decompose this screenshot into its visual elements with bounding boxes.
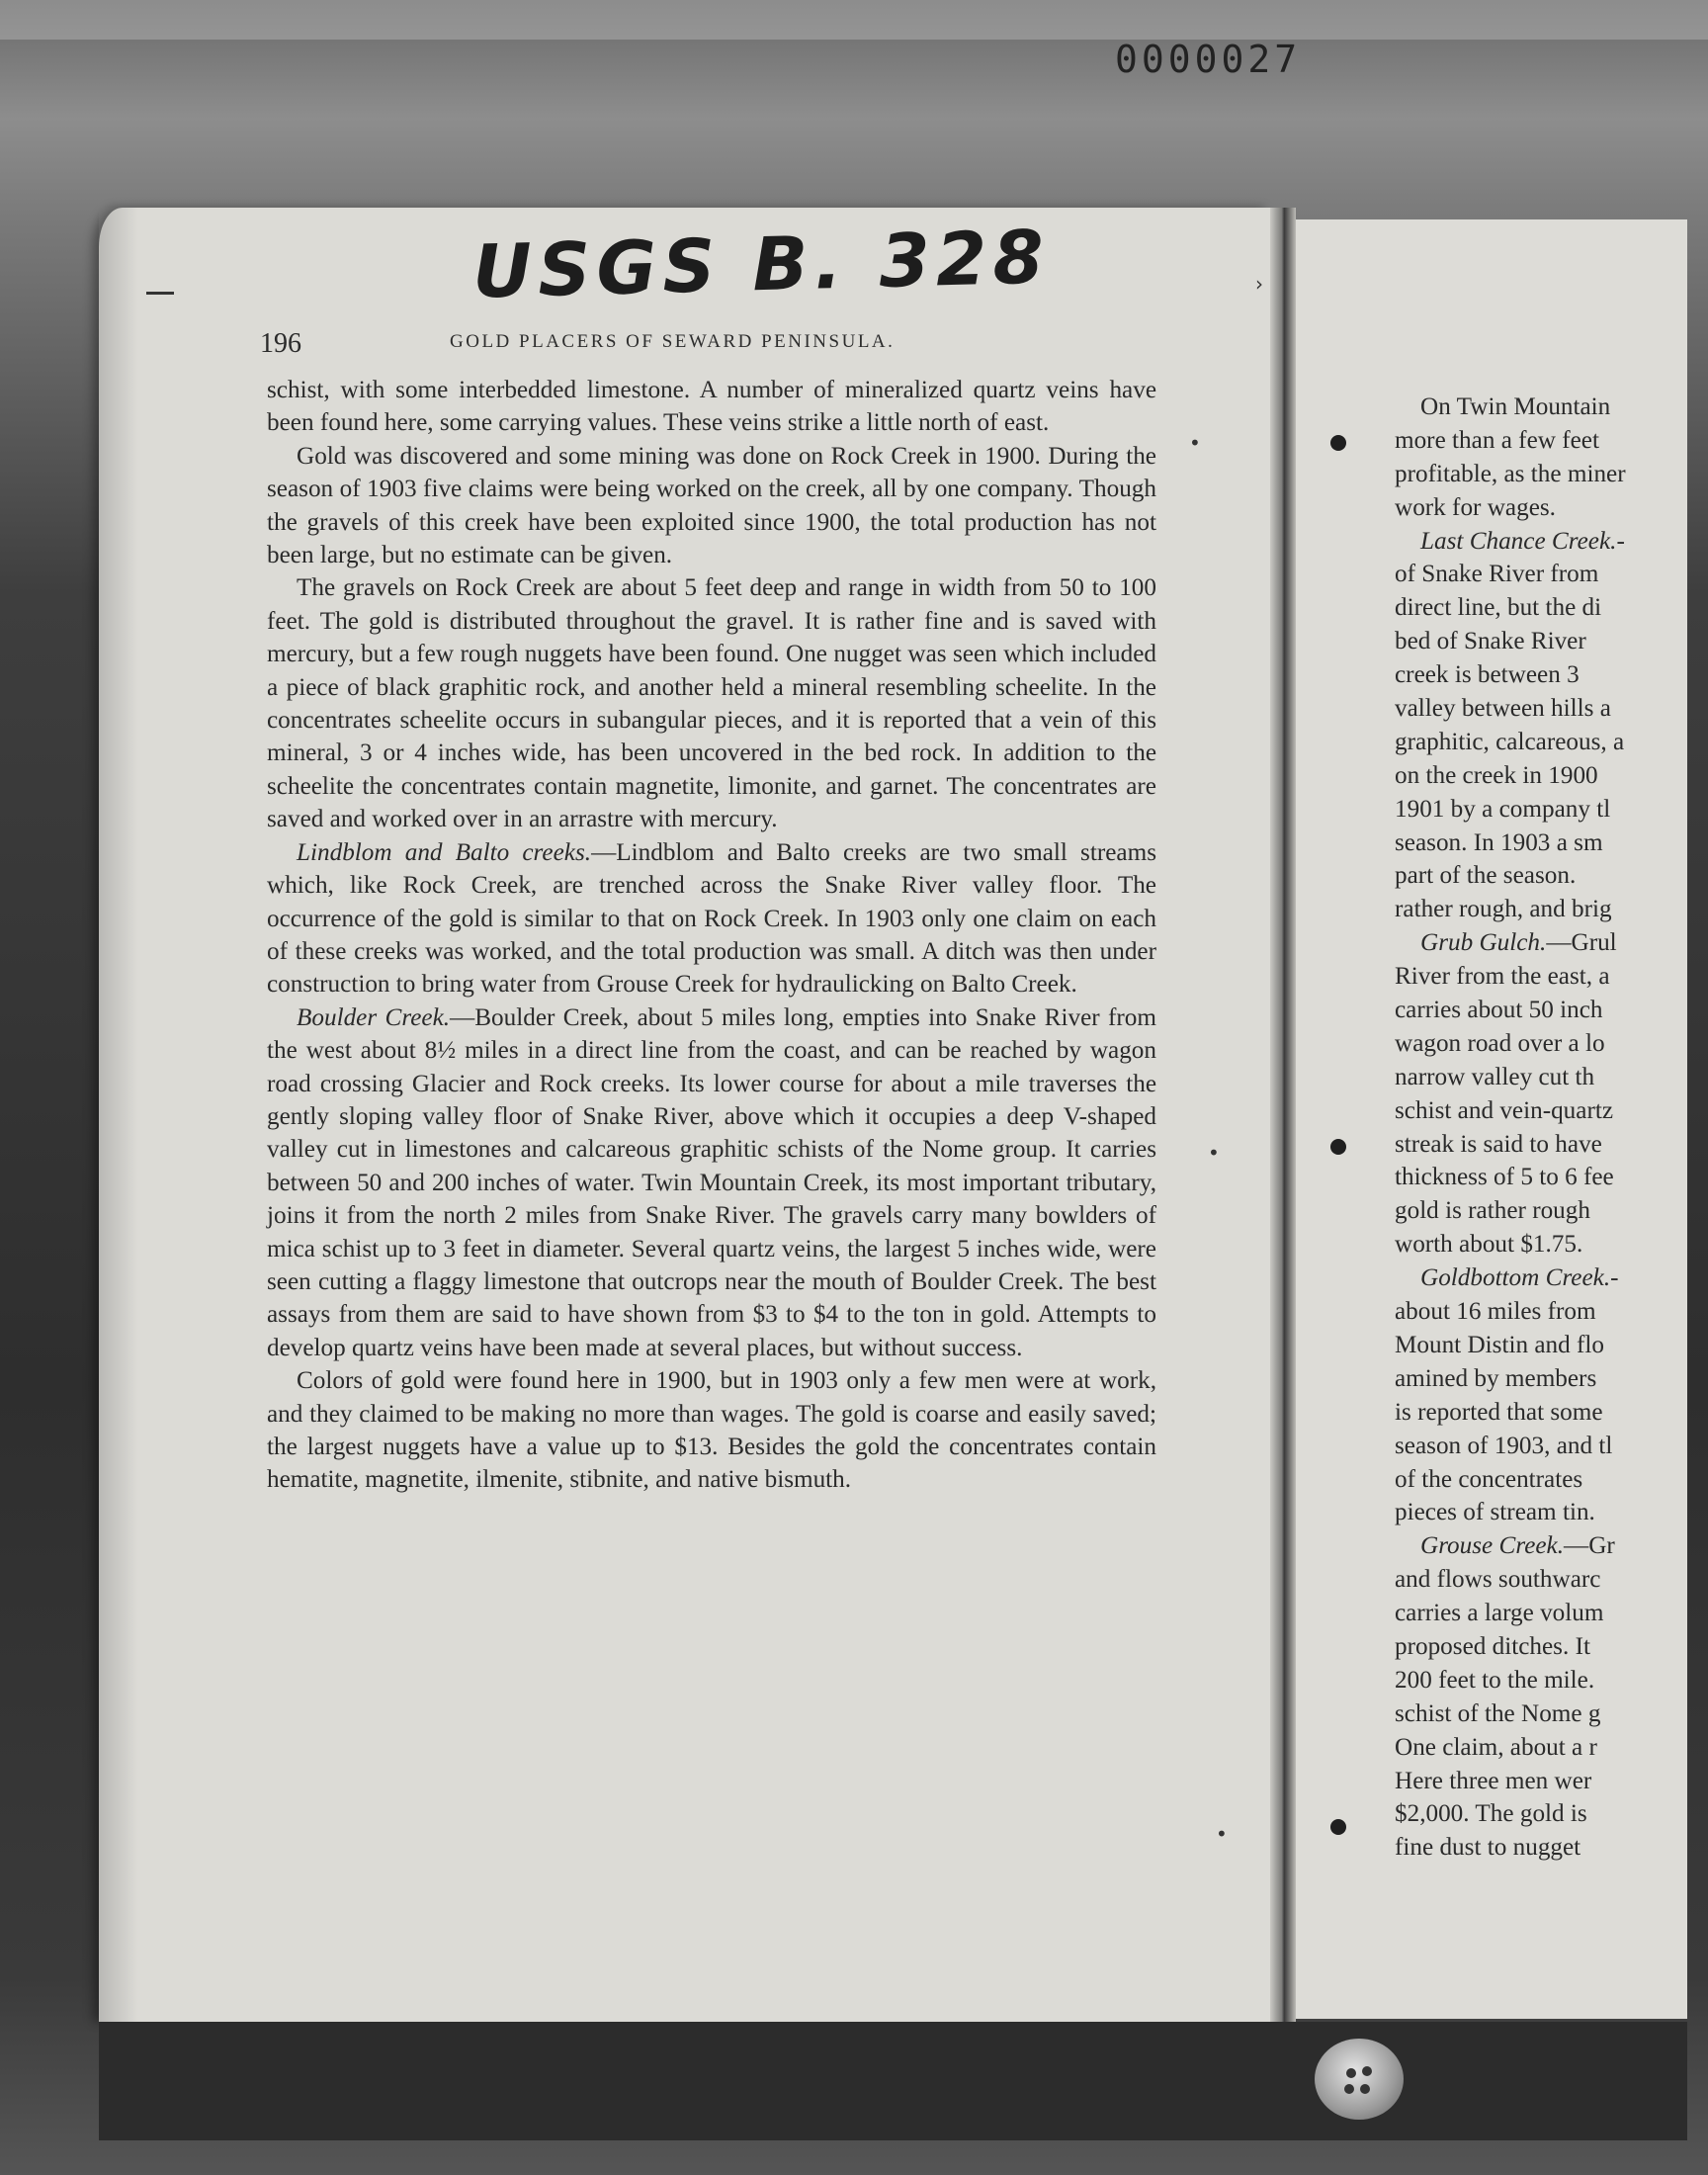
- book-gutter: [1270, 208, 1296, 2022]
- section-heading: Grouse Creek.: [1420, 1532, 1565, 1560]
- right-page-line: [1395, 1831, 1691, 1865]
- punch-hole-mark: [1330, 435, 1346, 451]
- right-page-line: [1395, 1496, 1691, 1529]
- section-heading: Lindblom and Balto creeks.: [297, 838, 592, 866]
- page-number: 196: [260, 328, 301, 359]
- right-page-line: [1395, 558, 1691, 591]
- line-text: profitable, as the miner: [1395, 460, 1626, 487]
- line-text: creek is between 3: [1395, 661, 1580, 689]
- line-text: Mount Distin and flo: [1395, 1331, 1604, 1358]
- line-text: of the concentrates: [1395, 1465, 1583, 1493]
- right-page-line: [1395, 1765, 1691, 1798]
- line-text: season of 1903, and tl: [1395, 1432, 1613, 1459]
- margin-tick-mark: •: [1189, 431, 1201, 455]
- line-text: River from the east, a: [1395, 963, 1610, 991]
- line-text: is reported that some: [1395, 1398, 1603, 1426]
- margin-tick-mark: •: [1216, 1822, 1228, 1846]
- line-text: -: [1610, 1264, 1619, 1292]
- line-text: part of the season.: [1395, 862, 1577, 890]
- margin-dash-mark: [146, 292, 174, 295]
- right-page-line: [1395, 658, 1691, 692]
- right-page-line: [1395, 1529, 1691, 1563]
- right-page-line: [1395, 1664, 1691, 1697]
- right-page-line: [1395, 1329, 1691, 1362]
- line-text: carries a large volum: [1395, 1600, 1604, 1627]
- archive-number: 0000027: [1115, 38, 1302, 81]
- line-text: On Twin Mountain: [1420, 393, 1611, 420]
- line-text: pieces of stream tin.: [1395, 1499, 1595, 1526]
- body-paragraph: [267, 440, 1156, 572]
- right-page-line: [1395, 391, 1691, 424]
- line-text: work for wages.: [1395, 493, 1556, 521]
- right-page-line: [1395, 458, 1691, 491]
- punch-hole-mark: [1330, 1139, 1346, 1155]
- line-text: One claim, about a r: [1395, 1733, 1597, 1761]
- line-text: gold is rather rough: [1395, 1197, 1590, 1225]
- right-page-line: [1395, 692, 1691, 726]
- punch-hole-mark: [1330, 1819, 1346, 1835]
- right-page-line: [1395, 759, 1691, 793]
- line-text: -: [1616, 527, 1625, 555]
- running-head: GOLD PLACERS OF SEWARD PENINSULA.: [450, 331, 896, 352]
- right-page-line: [1395, 1128, 1691, 1162]
- right-page-line: [1395, 793, 1691, 826]
- paragraph-text: —Lindblom and Balto creeks are two small streams which, like Rock Creek, are trenched across the Snake River valley floor. The occurrence of the gold is similar to that on Rock Creek. In 1903 only one claim on each of these creeks was worked, and the total production was small. A ditch was then under construction to bring water from Grouse Creek for hydraulicking on Balto Creek.: [267, 838, 1156, 999]
- body-paragraph: [267, 374, 1156, 440]
- section-heading: Goldbottom Creek.: [1420, 1264, 1611, 1292]
- line-text: graphitic, calcareous, a: [1395, 728, 1625, 755]
- line-text: season. In 1903 a sm: [1395, 828, 1603, 856]
- line-text: wagon road over a lo: [1395, 1029, 1605, 1057]
- line-text: on the creek in 1900: [1395, 761, 1598, 789]
- right-page-line: [1395, 960, 1691, 994]
- right-page-line: [1395, 1463, 1691, 1497]
- right-page-line: [1395, 826, 1691, 860]
- body-paragraph: [267, 1001, 1156, 1364]
- line-text: thickness of 5 to 6 fee: [1395, 1164, 1614, 1191]
- line-text: worth about $1.75.: [1395, 1231, 1583, 1259]
- left-page-text: [267, 374, 1156, 1497]
- handwritten-label: USGS B. 328: [470, 215, 1051, 315]
- paragraph-text: —Boulder Creek, about 5 miles long, empties into Snake River from the west about 8½ miles in a direct line from the coast, and can be reached by wagon road crossing Glacier and Rock creeks. Its lower course for about a mile traverses the gently sloping valley floor of Snake River, above which it occupies a deep V-shaped valley cut in limestones and calcareous graphitic schists of the Nome group. It carries between 50 and 200 inches of water. Twin Mountain Creek, its most important tributary, joins it from the north 2 miles from Snake River. The gravels carry many bowlders of mica schist up to 3 feet in diameter. Several quartz veins, the largest 5 inches wide, were seen cutting a flaggy limestone that outcrops near the mouth of Boulder Creek. The best assays from them are said to have shown from $3 to $4 to the ton in gold. Attempts to develop quartz veins have been made at several places, but without success.: [267, 1003, 1156, 1361]
- line-text: more than a few feet: [1395, 426, 1599, 454]
- line-text: narrow valley cut th: [1395, 1063, 1595, 1090]
- right-page-line: [1395, 525, 1691, 559]
- line-text: amined by members: [1395, 1364, 1597, 1392]
- line-text: direct line, but the di: [1395, 594, 1602, 622]
- line-text: 1901 by a company tl: [1395, 795, 1611, 823]
- line-text: streak is said to have: [1395, 1130, 1602, 1158]
- right-page-line: [1395, 1194, 1691, 1228]
- margin-tick-mark: ›: [1255, 272, 1263, 296]
- right-page-line: [1395, 1697, 1691, 1731]
- body-paragraph: [267, 571, 1156, 835]
- right-page-line: [1395, 893, 1691, 926]
- line-text: of Snake River from: [1395, 561, 1599, 588]
- line-text: fine dust to nugget: [1395, 1834, 1581, 1862]
- right-page-line: [1395, 625, 1691, 658]
- right-page-line: [1395, 491, 1691, 525]
- right-page-line: [1395, 1061, 1691, 1094]
- right-page-line: [1395, 424, 1691, 458]
- right-page-line: [1395, 726, 1691, 759]
- right-page-line: [1395, 1630, 1691, 1664]
- line-text: and flows southwarc: [1395, 1566, 1601, 1594]
- right-page-line: [1395, 591, 1691, 625]
- paragraph-text: The gravels on Rock Creek are about 5 feet deep and range in width from 50 to 100 feet. The gold is distributed throughout the gravel. It is rather fine and is saved with mercury, but a few rough nuggets have been found. One nugget was seen which included a piece of black graphitic rock, and another held a mineral resembling scheelite. In the concentrates scheelite occurs in subangular pieces, and it is reported that a vein of this mineral, 3 or 4 inches wide, has been uncovered in the bed rock. In addition to the scheelite the concentrates contain magnetite, limonite, and garnet. The concentrates are saved and worked over in an arrastre with mercury.: [267, 574, 1156, 833]
- line-text: proposed ditches. It: [1395, 1632, 1590, 1660]
- right-page-line: [1395, 1362, 1691, 1396]
- body-paragraph: [267, 1364, 1156, 1497]
- line-text: schist and vein-quartz: [1395, 1096, 1614, 1124]
- line-text: —Gr: [1564, 1532, 1615, 1560]
- right-page-line: [1395, 1228, 1691, 1262]
- binding-button: [1315, 2039, 1404, 2120]
- line-text: —Grul: [1546, 929, 1617, 957]
- right-page-line: [1395, 1430, 1691, 1463]
- right-page-line: [1395, 1563, 1691, 1597]
- line-text: bed of Snake River: [1395, 628, 1586, 655]
- section-heading: Grub Gulch.: [1420, 929, 1547, 957]
- scan-top-strip: [0, 0, 1708, 40]
- line-text: 200 feet to the mile.: [1395, 1666, 1595, 1694]
- scan-bottom-band: [99, 2022, 1687, 2140]
- paragraph-text: Gold was discovered and some mining was done on Rock Creek in 1900. During the season of 1903 five claims were being worked on the creek, all by one company. Though the gravels of this creek have been exploited since 1900, the total production has not been large, but no estimate can be given.: [267, 442, 1156, 569]
- right-page-line: [1395, 1094, 1691, 1128]
- right-page-text: [1395, 391, 1691, 1865]
- line-text: about 16 miles from: [1395, 1298, 1596, 1326]
- line-text: schist of the Nome g: [1395, 1699, 1601, 1727]
- right-page-line: [1395, 994, 1691, 1027]
- right-page-line: [1395, 859, 1691, 893]
- right-page-line: [1395, 1597, 1691, 1630]
- right-page-line: [1395, 926, 1691, 960]
- line-text: $2,000. The gold is: [1395, 1800, 1587, 1828]
- line-text: carries about 50 inch: [1395, 997, 1603, 1024]
- line-text: rather rough, and brig: [1395, 896, 1612, 923]
- margin-tick-mark: •: [1208, 1141, 1220, 1165]
- section-heading: Last Chance Creek.: [1420, 527, 1617, 555]
- line-text: Here three men wer: [1395, 1767, 1592, 1794]
- right-page-line: [1395, 1262, 1691, 1295]
- right-page-line: [1395, 1396, 1691, 1430]
- right-page-line: [1395, 1797, 1691, 1831]
- body-paragraph: [267, 836, 1156, 1001]
- paragraph-text: schist, with some interbedded limestone. A number of mineralized quartz veins have been found here, some carrying values. These veins strike a little north of east.: [267, 377, 1156, 437]
- right-page-line: [1395, 1027, 1691, 1061]
- section-heading: Boulder Creek.: [297, 1003, 451, 1031]
- right-page-line: [1395, 1295, 1691, 1329]
- right-page-line: [1395, 1161, 1691, 1194]
- paragraph-text: Colors of gold were found here in 1900, but in 1903 only a few men were at work, and they claimed to be making no more than wages. The gold is coarse and easily saved; the largest nuggets have a value up to $13. Besides the gold the concentrates contain hematite, magnetite, ilmenite, stibnite, and native bismuth.: [267, 1367, 1156, 1494]
- right-page-line: [1395, 1731, 1691, 1765]
- line-text: valley between hills a: [1395, 695, 1611, 723]
